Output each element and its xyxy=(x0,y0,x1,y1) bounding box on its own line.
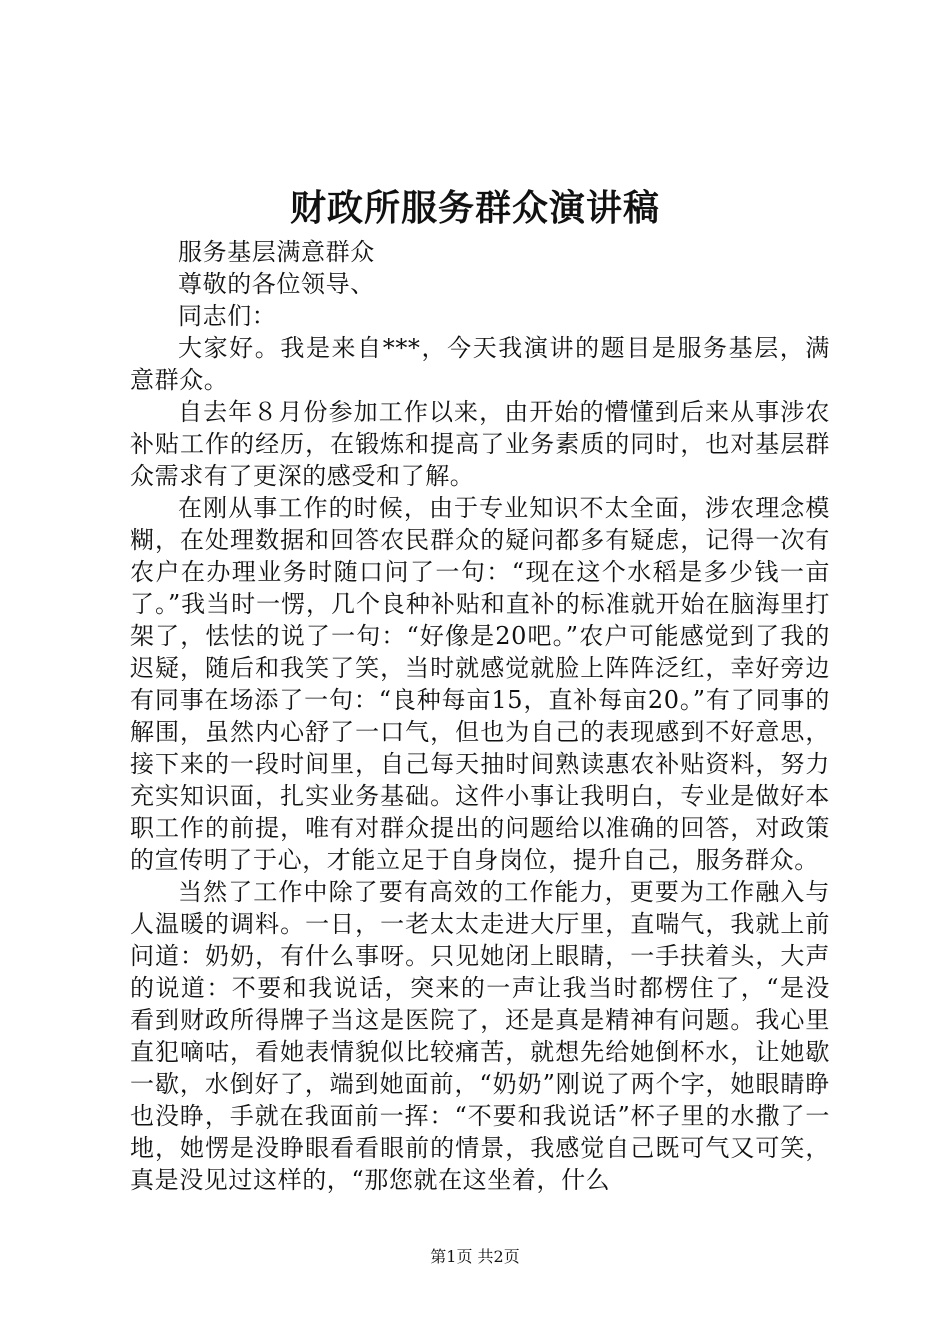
document-body xyxy=(130,236,830,1196)
paragraph-story-1: 在刚从事工作的时候，由于专业知识不太全面，涉农理念模糊，在处理数据和回答农民群众的疑问都多有疑虑，记得一次有农户在办理业务时随口问了一句：“现在这个水稻是多少钱一亩了。”我当时一愣，几个良种补贴和直补的标准就开始在脑海里打架了，怯怯的说了一句：“好像是20吧。”农户可能感觉到了我的迟疑，随后和我笑了笑，当时就感觉就脸上阵阵泛红，幸好旁边有同事在场添了一句：“良种每亩15，直补每亩20。”有了同事的解围，虽然内心舒了一口气，但也为自己的表现感到不好意思，接下来的一段时间里，自己每天抽时间熟读惠农补贴资料，努力充实知识面，扎实业务基础。这件小事让我明白，专业是做好本职工作的前提，唯有对群众提出的问题给以准确的回答，对政策的宣传明了于心，才能立足于自身岗位，提升自己，服务群众。 xyxy=(130,494,830,874)
paragraph-greeting: 大家好。我是来自***，今天我演讲的题目是服务基层，满意群众。 xyxy=(130,334,830,394)
paragraph-salutation-2: 同志们： xyxy=(178,302,277,330)
paragraph-subtitle: 服务基层满意群众 xyxy=(178,238,375,266)
document-title: 财政所服务群众演讲稿 xyxy=(289,187,660,229)
paragraph-intro: 自去年８月份参加工作以来，由开始的懵懂到后来从事涉农补贴工作的经历，在锻炼和提高了业务素质的同时，也对基层群众需求有了更深的感受和了解。 xyxy=(130,398,830,490)
paragraph-story-2: 当然了工作中除了要有高效的工作能力，更要为工作融入与人温暖的调料。一日，一老太太走进大厅里，直喘气，我就上前问道：奶奶，有什么事呀。只见她闭上眼睛，一手扶着头，大声的说道：不要和我说话，突来的一声让我当时都楞住了，“是没看到财政所得牌子当这是医院了，还是真是精神有问题。我心里直犯嘀咕，看她表情貌似比较痛苦，就想先给她倒杯水，让她歇一歇，水倒好了，端到她面前，“奶奶”刚说了两个字，她眼睛睁也没睁，手就在我面前一挥：“不要和我说话”杯子里的水撒了一地，她愣是没睁眼看看眼前的情景，我感觉自己既可气又可笑，真是没见过这样的，“那您就在这坐着，什么 xyxy=(130,878,830,1194)
page-footer: 第1页 共2页 xyxy=(430,1247,520,1266)
paragraph-salutation-1: 尊敬的各位领导、 xyxy=(178,270,375,298)
